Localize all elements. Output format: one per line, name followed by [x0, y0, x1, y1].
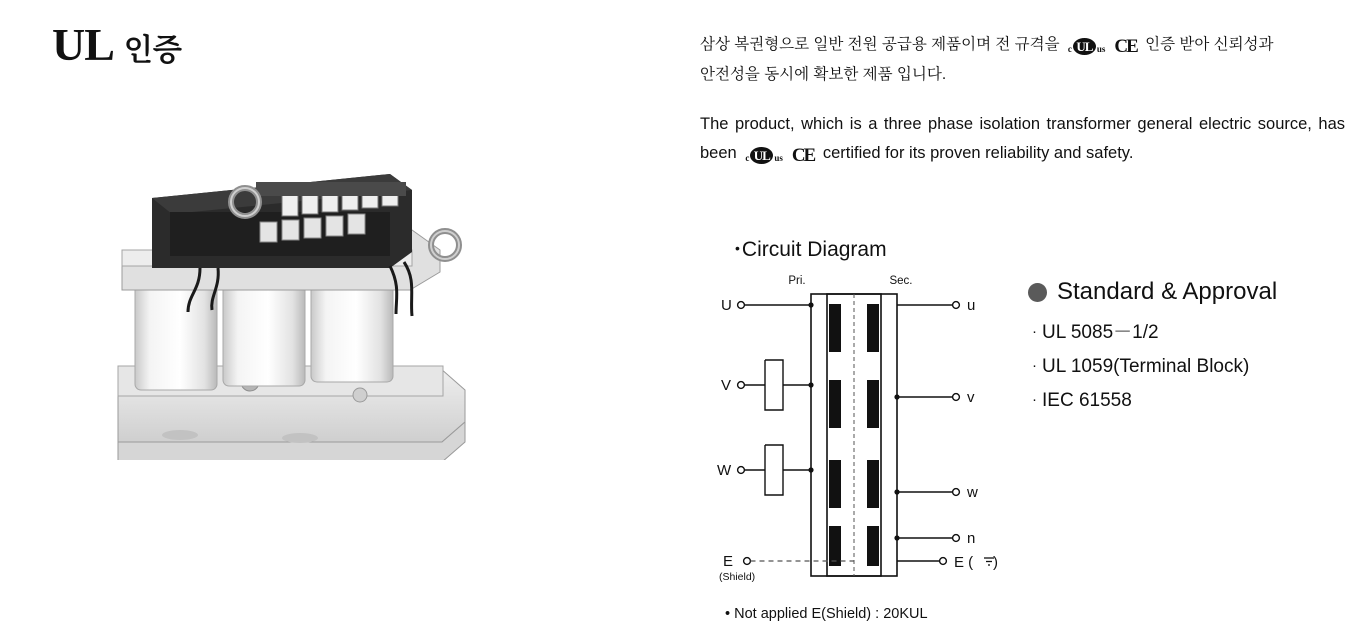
product-photo — [60, 90, 500, 460]
terminal-n: n — [967, 530, 976, 547]
description-korean — [700, 30, 1345, 90]
circuit-title-label: Circuit Diagram — [741, 238, 887, 261]
terminal-E-shield-label: (Shield) — [719, 571, 756, 583]
list-bullet: · — [1032, 391, 1037, 408]
terminal-E-secondary-close: ) — [993, 554, 998, 571]
standards-list — [1032, 315, 1338, 417]
terminal-u: u — [967, 297, 976, 314]
ul-logo-suffix: us — [1096, 44, 1106, 54]
page-title-ul: UL — [52, 19, 114, 70]
ul-logo-letters: UL — [1073, 38, 1096, 55]
list-item — [1032, 383, 1338, 417]
description-korean-part1: 삼상 복권형으로 일반 전원 공급용 제품이며 전 규격을 — [700, 36, 1060, 53]
certification-marks-english — [745, 146, 814, 165]
description-korean-part2: 인증 받아 신뢰성과 — [1145, 36, 1274, 53]
ul-logo-prefix: c — [745, 153, 750, 163]
ul-logo-icon — [1068, 38, 1106, 55]
page-title — [52, 18, 182, 71]
terminal-E: E — [723, 553, 734, 570]
circuit-diagram-title — [735, 238, 1015, 262]
circuit-note: • Not applied E(Shield) : 20KUL — [725, 606, 928, 622]
terminal-v: v — [967, 389, 975, 406]
ul-logo-icon — [745, 147, 783, 164]
terminal-W: W — [717, 462, 732, 479]
secondary-label: Sec. — [889, 275, 913, 287]
ce-mark-icon: CE — [1114, 36, 1137, 57]
ul-logo-letters: UL — [750, 147, 773, 164]
list-item-label: UL 5085－1/2 — [1042, 322, 1159, 343]
list-item — [1032, 349, 1338, 383]
list-item — [1032, 315, 1338, 349]
circuit-title-bullet: • — [735, 240, 740, 256]
ul-logo-prefix: c — [1067, 44, 1072, 54]
description-korean-part3: 안전성을 동시에 확보한 제품 입니다. — [700, 66, 947, 83]
page-title-korean: 인증 — [123, 34, 182, 67]
circuit-diagram-figure — [705, 270, 998, 605]
terminal-V: V — [721, 377, 732, 394]
ul-logo-suffix: us — [774, 153, 783, 163]
terminal-U: U — [721, 297, 732, 314]
description-english-part1: The product, which is a three phase isolation transformer general electric source, has been — [700, 115, 1345, 162]
certification-marks-korean — [1068, 37, 1137, 56]
ce-mark-icon: CE — [791, 145, 815, 166]
description-english — [700, 110, 1345, 168]
list-bullet: · — [1032, 357, 1037, 374]
list-item-label: UL 1059(Terminal Block) — [1042, 356, 1250, 377]
standards-section — [1028, 278, 1338, 417]
list-item-label: IEC 61558 — [1042, 390, 1132, 411]
primary-label: Pri. — [788, 275, 806, 287]
description-block — [700, 30, 1345, 168]
standards-heading: Standard & Approval — [1057, 278, 1278, 305]
terminal-E-secondary: E ( — [954, 554, 974, 571]
description-english-part2: certified for its proven reliability and safety. — [822, 144, 1134, 162]
circuit-diagram-section — [717, 238, 1015, 622]
standards-heading-row — [1028, 278, 1338, 306]
list-bullet: · — [1032, 323, 1037, 340]
bullet-dot-icon — [1028, 283, 1047, 302]
terminal-w: w — [967, 484, 978, 501]
